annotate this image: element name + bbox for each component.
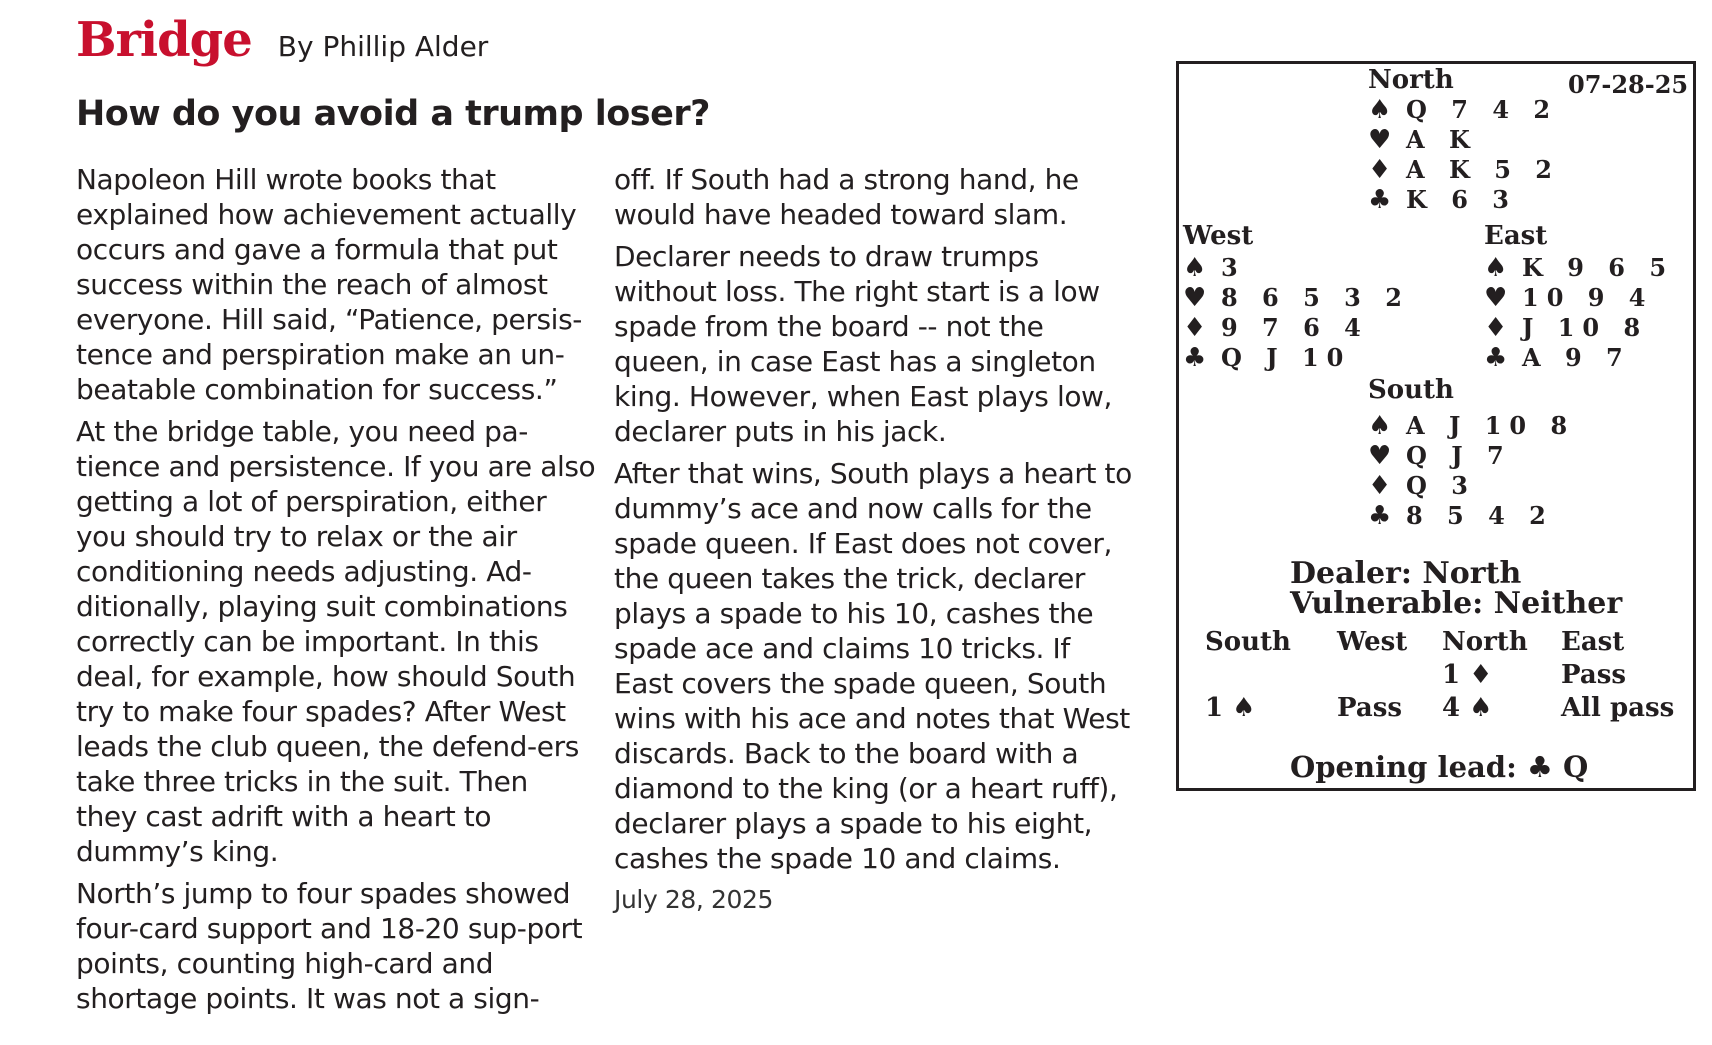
north-diamonds: A K 5 2 (1406, 155, 1560, 184)
diagram-code: 07-28-25 (1568, 70, 1689, 99)
club-icon: ♣ (1183, 343, 1207, 373)
heart-icon: ♥ (1368, 441, 1392, 471)
spade-icon: ♠ (1484, 253, 1508, 283)
north-hearts: A K (1406, 125, 1478, 154)
west-spades: 3 (1221, 253, 1246, 282)
south-spades: A J 10 8 (1406, 411, 1576, 440)
west-hand (1183, 253, 1410, 373)
spade-icon: ♠ (1368, 411, 1392, 441)
auction-bid: Pass (1561, 660, 1626, 690)
north-hand (1368, 95, 1560, 215)
heart-icon: ♥ (1484, 283, 1508, 313)
west-label: West (1183, 221, 1254, 251)
paragraph: Napoleon Hill wrote books that explained how achievement actually occurs and gave a formula that put success within the reach of almost everyone. Hill said, “Patience, persis-tence and perspiration make an un-beatable combination for success.” (76, 163, 582, 406)
auction-header-west: West (1337, 627, 1408, 657)
diamond-icon: ♦ (1368, 471, 1392, 501)
article-column-1 (76, 162, 596, 1023)
headline: How do you avoid a trump loser? (76, 94, 710, 134)
club-icon: ♣ (1368, 185, 1392, 215)
vulnerable-info: Vulnerable: Neither (1290, 586, 1623, 621)
west-hearts: 8 6 5 3 2 (1221, 283, 1410, 312)
bridge-diagram (1176, 61, 1696, 791)
paragraph: After that wins, South plays a heart to dummy’s ace and now calls for the spade queen. If East does not cover, the queen takes the trick, declarer plays a spade to his 10, cashes the spade ace and claims 10 tricks. If East covers the spade queen, South wins with his ace and notes that West discards. Back to the board with a diamond to the king (or a heart ruff), declarer plays a spade to his eight, cashes the spade 10 and claims. (614, 457, 1132, 875)
south-label: South (1368, 375, 1454, 405)
auction-header-north: North (1442, 627, 1528, 657)
east-spades: K 9 6 5 (1522, 253, 1675, 282)
byline: By Phillip Alder (277, 30, 489, 63)
paragraph: At the bridge table, you need pa-tience and persistence. If you are also getting a lot of perspiration, either you should try to relax or the air conditioning needs adjusting. Ad-ditionally, playing suit combinations correctly can be important. In this deal, for example, how should South try to make four spades? After West leads the club queen, the defend-ers take three tricks in the suit. Then they cast adrift with a heart to dummy’s king. (76, 415, 596, 868)
club-icon: ♣ (1368, 501, 1392, 531)
heart-icon: ♥ (1368, 125, 1392, 155)
auction-header-south: South (1205, 627, 1291, 657)
opening-lead: Opening lead: ♣ Q (1290, 750, 1589, 784)
west-clubs: Q J 10 (1221, 343, 1352, 372)
club-icon: ♣ (1484, 343, 1508, 373)
east-hearts: 10 9 4 (1522, 283, 1654, 312)
north-label: North (1368, 65, 1454, 95)
north-spades: Q 7 4 2 (1406, 95, 1559, 124)
diamond-icon: ♦ (1368, 155, 1392, 185)
south-clubs: 8 5 4 2 (1406, 501, 1554, 530)
paragraph: North’s jump to four spades showed four-card support and 18-20 sup-port points, counting high-card and shortage points. It was not a sign- (76, 877, 583, 1015)
masthead (76, 12, 488, 68)
paragraph: off. If South had a strong hand, he would have headed toward slam. (614, 163, 1079, 231)
east-label: East (1484, 221, 1548, 251)
auction-bid: All pass (1561, 693, 1675, 723)
spade-icon: ♠ (1183, 253, 1207, 283)
diamond-icon: ♦ (1183, 313, 1207, 343)
east-hand (1484, 253, 1674, 373)
heart-icon: ♥ (1183, 283, 1207, 313)
south-diamonds: Q 3 (1406, 471, 1476, 500)
brand-title: Bridge (76, 12, 252, 68)
north-clubs: K 6 3 (1406, 185, 1517, 214)
auction-header-east: East (1561, 627, 1625, 657)
south-hand (1368, 411, 1575, 531)
diamond-icon: ♦ (1484, 313, 1508, 343)
east-diamonds: J 10 8 (1522, 313, 1649, 342)
auction-bid: 1 ♠ (1205, 693, 1256, 723)
auction-bid: 4 ♠ (1442, 693, 1493, 723)
west-diamonds: 9 7 6 4 (1221, 313, 1369, 342)
article-date: July 28, 2025 (614, 885, 774, 914)
auction-bid: Pass (1337, 693, 1402, 723)
auction-bid: 1 ♦ (1442, 660, 1493, 690)
paragraph: Declarer needs to draw trumps without loss. The right start is a low spade from the board -- not the queen, in case East has a singleton king. However, when East plays low, declarer puts in his jack. (614, 240, 1113, 448)
article-column-2 (614, 162, 1134, 917)
dealer-info: Dealer: North (1290, 556, 1522, 591)
south-hearts: Q J 7 (1406, 441, 1512, 470)
spade-icon: ♠ (1368, 95, 1392, 125)
east-clubs: A 9 7 (1522, 343, 1631, 372)
